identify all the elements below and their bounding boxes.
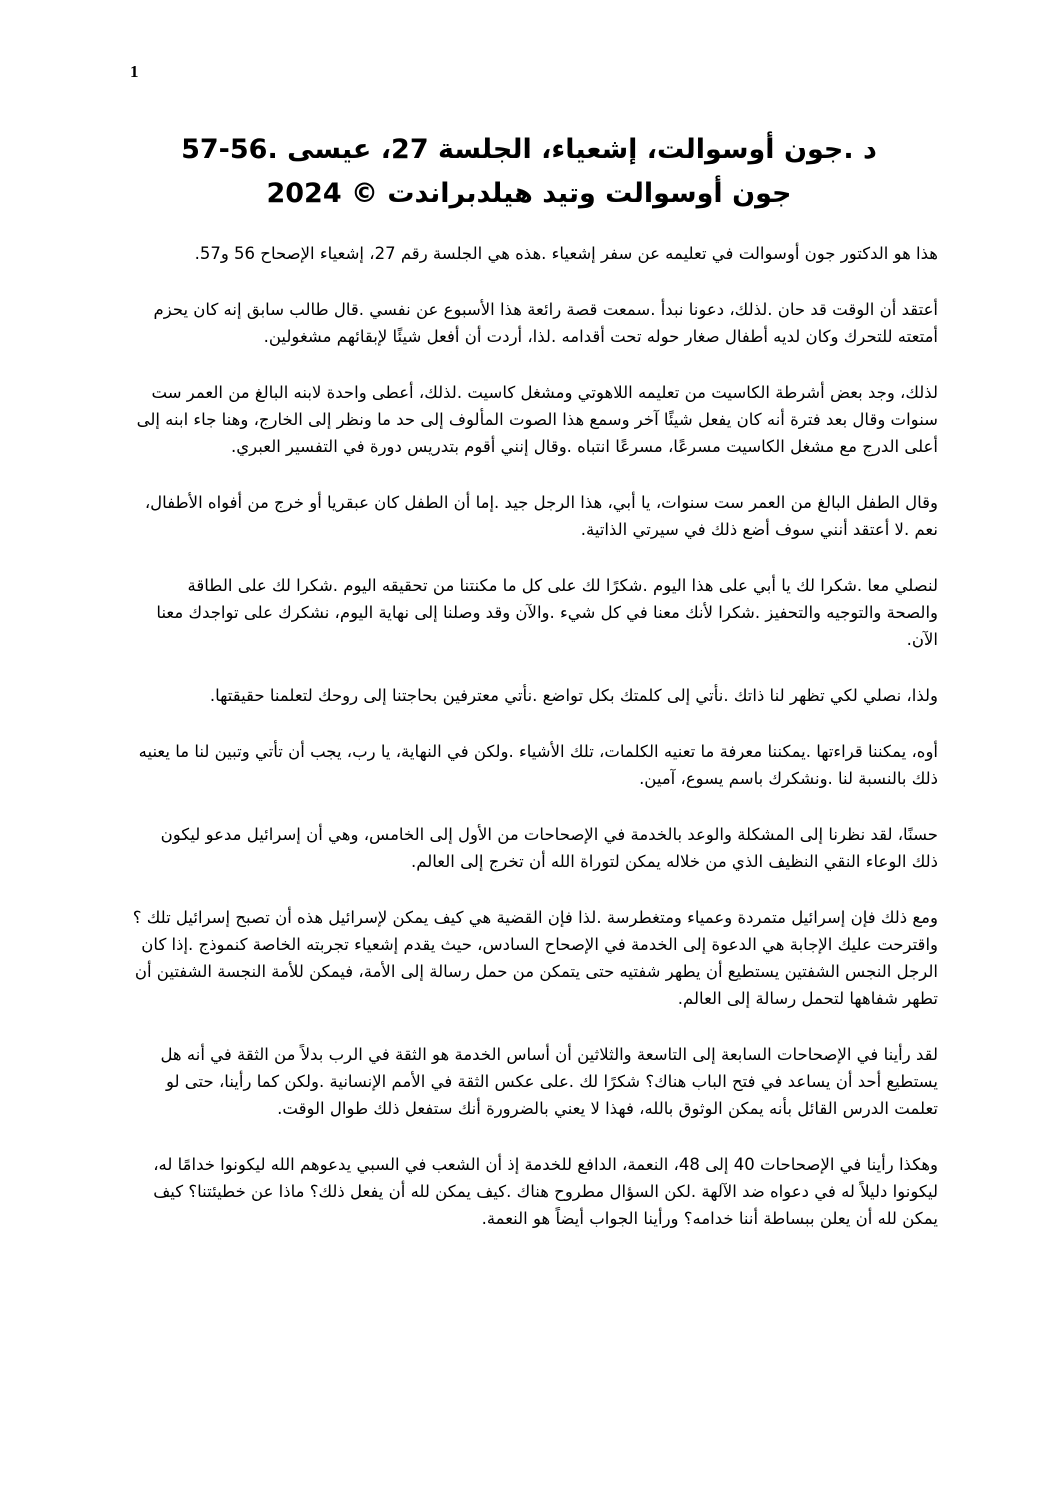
- title-line-1: د .جون أوسوالت، إشعياء، الجلسة 27، عيسى .56-57: [181, 134, 877, 165]
- paragraph-10: لقد رأينا في الإصحاحات السابعة إلى التاسعة والثلاثين أن أساس الخدمة هو الثقة في الرب بدلاً من الثقة في أنه هل يستطيع أحد أن يساعد في فتح الباب هناك؟ شكرًا لك .على عكس الثقة في الأمم الإنسانية .ولكن كما رأينا، حتى لو تعلمت الدرس القائل بأنه يمكن الوثوق بالله، فهذا لا يعني بالضرورة أنك ستفعل ذلك طوال الوقت.: [160, 1045, 938, 1118]
- paragraph-3: لذلك، وجد بعض أشرطة الكاسيت من تعليمه اللاهوتي ومشغل كاسيت .لذلك، أعطى واحدة لابنه البالغ من العمر ست سنوات وقال بعد فترة أنه كان يفعل شيئًا آخر وسمع هذا الصوت المألوف إلى حد ما ونظر إلى الخارج، وهنا جاء ابنه إلى أعلى الدرج مع مشغل الكاسيت مسرعًا، مسرعًا انتباه .وقال إنني أقوم بتدريس دورة في التفسير العبري.: [136, 383, 938, 456]
- paragraph-8: حسنًا، لقد نظرنا إلى المشكلة والوعد بالخدمة في الإصحاحات من الأول إلى الخامس، وهي أن إسرائيل مدعو ليكون ذلك الوعاء النقي النظيف الذي من خلاله يمكن لتوراة الله أن تخرج إلى العالم.: [160, 825, 938, 871]
- paragraph-7: أوه، يمكننا قراءتها .يمكننا معرفة ما تعنيه الكلمات، تلك الأشياء .ولكن في النهاية، يا رب، يجب أن تأتي وتبين لنا ما يعنيه ذلك بالنسبة لنا .ونشكرك باسم يسوع، آمين.: [138, 742, 938, 788]
- document-title: [120, 128, 938, 216]
- paragraph-5: لنصلي معا .شكرا لك يا أبي على هذا اليوم .شكرًا لك على كل ما مكنتنا من تحقيقه اليوم .شكرا لك على الطاقة والصحة والتوجيه والتحفيز .شكرا لأنك معنا في كل شيء .والآن وقد وصلنا إلى نهاية اليوم، نشكرك على تواجدك معنا الآن.: [156, 576, 938, 649]
- paragraph-4: وقال الطفل البالغ من العمر ست سنوات، يا أبي، هذا الرجل جيد .إما أن الطفل كان عبقريا أو خرج من أفواه الأطفال، نعم .لا أعتقد أنني سوف أضع ذلك في سيرتي الذاتية.: [144, 493, 938, 539]
- page-number: 1: [130, 62, 139, 81]
- paragraph-11: وهكذا رأينا في الإصحاحات 40 إلى 48، النعمة، الدافع للخدمة إذ أن الشعب في السبي يدعوهم الله ليكونوا خدامًا له، ليكونوا دليلاً له في دعواه ضد الآلهة .لكن السؤال مطروح هناك .كيف يمكن لله أن يفعل ذلك؟ ماذا عن خطيئتنا؟ كيف يمكن لله أن يعلن ببساطة أننا خدامه؟ ورأينا الجواب أيضاً هو النعمة.: [153, 1155, 938, 1228]
- paragraph-6: ولذا، نصلي لكي تظهر لنا ذاتك .نأتي إلى كلمتك بكل تواضع .نأتي معترفين بحاجتنا إلى روحك لتعلمنا حقيقتها.: [209, 686, 938, 705]
- paragraph-9: ومع ذلك فإن إسرائيل متمردة وعمياء ومتغطرسة .لذا فإن القضية هي كيف يمكن لإسرائيل هذه أن تصبح إسرائيل تلك ؟ واقترحت عليك الإجابة هي الدعوة إلى الخدمة في الإصحاح السادس، حيث يقدم إشعياء تجربته الخاصة كنموذج .إذا كان الرجل النجس الشفتين يستطيع أن يطهر شفتيه حتى يتمكن من حمل رسالة إلى الأمة، فيمكن للأمة النجسة الشفتين أن تطهر شفاهها لتحمل رسالة إلى العالم.: [132, 908, 938, 1008]
- title-line-2: جون أوسوالت وتيد هيلدبراندت © 2024: [266, 178, 792, 209]
- paragraph-2: أعتقد أن الوقت قد حان .لذلك، دعونا نبدأ .سمعت قصة رائعة هذا الأسبوع عن نفسي .قال طالب سابق إنه كان يحزم أمتعته للتحرك وكان لديه أطفال صغار حوله تحت أقدامه .لذا، أردت أن أفعل شيئًا لإبقائهم مشغولين.: [153, 300, 938, 346]
- paragraph-1: هذا هو الدكتور جون أوسوالت في تعليمه عن سفر إشعياء .هذه هي الجلسة رقم 27، إشعياء الإصحاح 56 و57.: [194, 244, 938, 263]
- document-body: [132, 240, 938, 1261]
